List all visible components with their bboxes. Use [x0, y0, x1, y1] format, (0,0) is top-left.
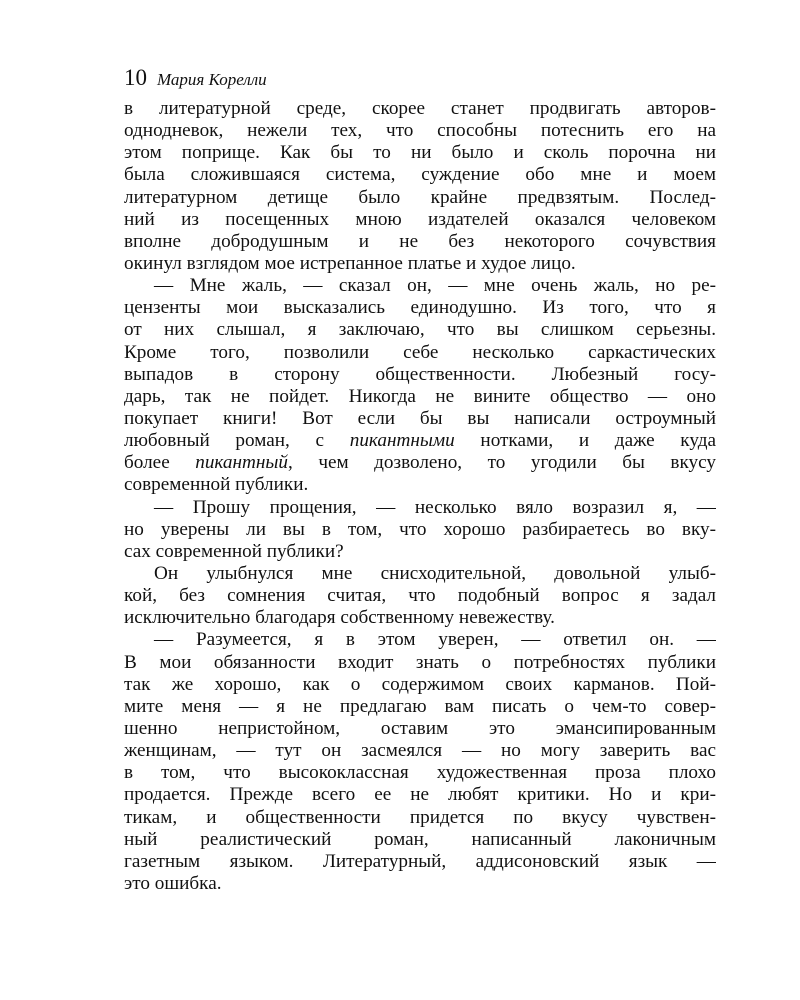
body-text	[124, 98, 716, 895]
text-line: Он улыбнулся мне снисходительной, довольной улыб-	[154, 562, 716, 584]
text-line: была сложившаяся система, суждение обо мне и моем	[124, 164, 716, 186]
text-line: тикам, и общественности придется по вкусу чувствен-	[124, 806, 716, 828]
text-line: ный реалистический роман, написанный лаконичным	[124, 828, 716, 850]
text-line: от них слышал, я заключаю, что вы слишком серьезны.	[124, 319, 716, 341]
text-line: кой, без сомнения считая, что подобный вопрос я задал	[124, 585, 716, 607]
text-segment: более	[124, 452, 196, 474]
text-line: вполне добродушным и не без некоторого сочувствия	[124, 230, 716, 252]
text-line: цензенты мои высказались единодушно. Из того, что я	[124, 297, 716, 319]
book-page	[124, 58, 716, 895]
text-line: ний из посещенных мною издателей оказался человеком	[124, 208, 716, 230]
running-head	[124, 58, 716, 98]
italic-word: пикантный	[195, 452, 288, 474]
text-line: это ошибка.	[124, 872, 222, 894]
text-line: покупает книги! Вот если бы вы написали остроумный	[124, 407, 716, 429]
text-line: так же хорошо, как о содержимом своих карманов. Пой-	[124, 673, 716, 695]
text-line: современной публики.	[124, 474, 309, 496]
text-line: женщинам, — тут он засмеялся — но могу заверить вас	[124, 740, 716, 762]
text-line: мите меня — я не предлагаю вам писать о чем-то совер-	[124, 695, 716, 717]
text-line: окинул взглядом мое истрепанное платье и худое лицо.	[124, 252, 576, 274]
text-line: исключительно благодаря собственному невежеству.	[124, 607, 555, 629]
text-line: — Разумеется, я в этом уверен, — ответил он. —	[154, 629, 716, 651]
text-segment: , чем дозволено, то угодили бы вкусу	[288, 452, 716, 474]
running-head-author: Мария Корелли	[157, 70, 267, 89]
text-line: сах современной публики?	[124, 540, 344, 562]
text-line: — Прошу прощения, — несколько вяло возразил я, —	[154, 496, 716, 518]
text-line	[124, 430, 716, 452]
page-number: 10	[124, 65, 147, 90]
text-line: Кроме того, позволили себе несколько саркастических	[124, 341, 716, 363]
text-line: шенно непристойном, оставим это эмансипированным	[124, 717, 716, 739]
text-segment: нотками, и даже куда	[454, 430, 716, 452]
text-line: однодневок, нежели тех, что способны потеснить его на	[124, 120, 716, 142]
text-segment: любовный роман, с	[124, 430, 350, 452]
text-line: В мои обязанности входит знать о потребностях публики	[124, 651, 716, 673]
text-line: — Мне жаль, — сказал он, — мне очень жаль, но ре-	[154, 275, 716, 297]
text-line: дарь, так не пойдет. Никогда не вините общество — оно	[124, 385, 716, 407]
text-line	[124, 452, 716, 474]
text-line: этом поприще. Как бы то ни было и сколь порочна ни	[124, 142, 716, 164]
text-line: в литературной среде, скорее станет продвигать авторов-	[124, 98, 716, 119]
text-line: но уверены ли вы в том, что хорошо разбираетесь во вку-	[124, 518, 716, 540]
text-line: продается. Прежде всего ее не любят критики. Но и кри-	[124, 784, 716, 806]
italic-word: пикантными	[349, 430, 455, 452]
text-line: в том, что высококлассная художественная проза плохо	[124, 762, 716, 784]
text-line: выпадов в сторону общественности. Любезный госу-	[124, 363, 716, 385]
text-line: литературном детище было крайне предвзятым. Послед-	[124, 186, 716, 208]
text-line: газетным языком. Литературный, аддисоновский язык —	[124, 850, 716, 872]
